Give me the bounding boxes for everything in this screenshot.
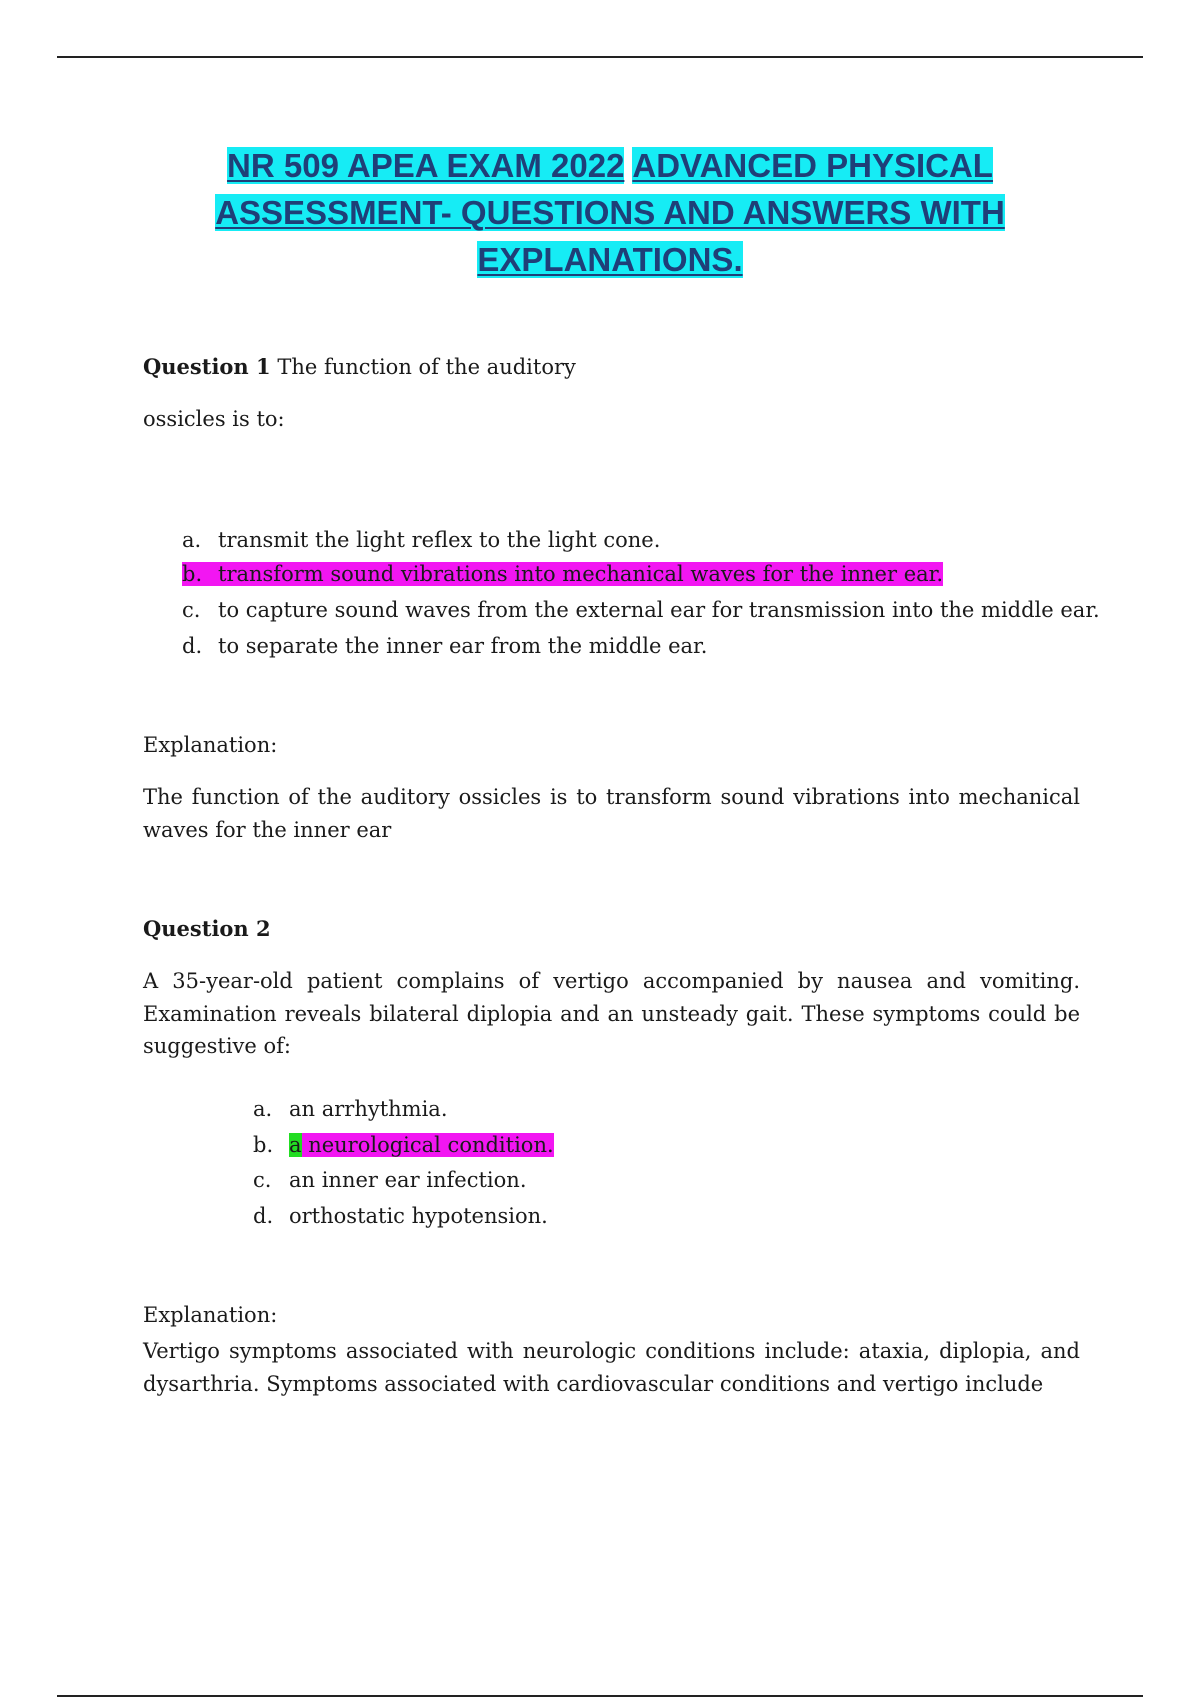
question-1-text: The function of the auditory <box>277 355 576 379</box>
title-line-3: EXPLANATIONS. <box>477 241 743 278</box>
header-rule <box>57 56 1143 58</box>
document-title <box>150 142 1070 283</box>
q1-option-d: d. to separate the inner ear from the middle ear. <box>182 634 708 658</box>
footer-rule <box>57 1695 1143 1697</box>
q2-option-d: d. orthostatic hypotension. <box>253 1204 548 1228</box>
q1-option-a: a. transmit the light reflex to the light cone. <box>182 528 661 552</box>
q1-correct-answer: transform sound vibrations into mechanical waves for the inner ear. <box>218 562 944 586</box>
q2-explanation-label: Explanation: <box>143 1303 278 1327</box>
q2-option-a: a. an arrhythmia. <box>253 1097 448 1121</box>
question-2-label: Question 2 <box>143 916 271 941</box>
q1-option-c: c. to capture sound waves from the external ear for transmission into the middle ear. <box>182 598 1100 622</box>
title-line-2: ASSESSMENT- QUESTIONS AND ANSWERS WITH <box>215 194 1005 231</box>
q2-option-c: c. an inner ear infection. <box>253 1168 527 1192</box>
title-line-1a: NR 509 APEA EXAM 2022 <box>227 147 625 184</box>
question-1-label: Question 1 <box>143 354 271 379</box>
question-1-prompt <box>143 351 576 383</box>
q2-explanation: Vertigo symptoms associated with neurologic conditions include: ataxia, diplopia, and dysarthria. Symptoms associated with cardiovascular conditions and vertigo include <box>143 1339 1080 1396</box>
question-2-text: A 35-year-old patient complains of vertigo accompanied by nausea and vomiting. Examination reveals bilateral diplopia and an unsteady gait. These symptoms could be suggestive of: <box>143 969 1080 1058</box>
q1-explanation-label: Explanation: <box>143 733 278 757</box>
q2-option-b: b. a neurological condition. <box>253 1133 554 1157</box>
question-1-text-cont: ossicles is to: <box>143 407 285 431</box>
title-line-1b: ADVANCED PHYSICAL <box>632 147 993 184</box>
q1-explanation: The function of the auditory ossicles is to transform sound vibrations into mechanical waves for the inner ear <box>143 785 1080 842</box>
q1-option-b: b. transform sound vibrations into mechanical waves for the inner ear. <box>182 562 944 586</box>
q2-correct-answer: neurological condition. <box>301 1133 554 1157</box>
